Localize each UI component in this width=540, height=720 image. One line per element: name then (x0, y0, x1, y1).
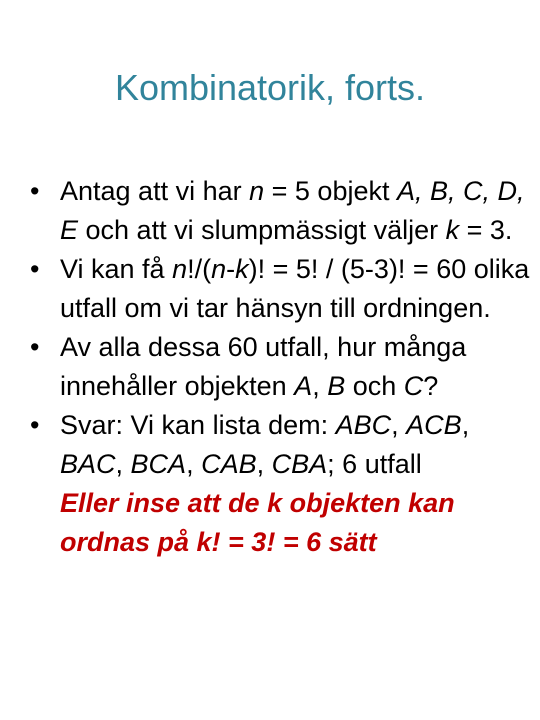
text-run: , (256, 449, 272, 479)
text-run: , (312, 371, 328, 401)
bullet-text (60, 332, 466, 401)
text-run: och (345, 371, 404, 401)
bullet-item (30, 172, 530, 250)
bullet-list (30, 172, 530, 562)
text-run: , (461, 410, 470, 440)
bullet-marker: • (30, 254, 40, 284)
text-run: Vi kan få (60, 254, 173, 284)
italic-term: CAB (201, 449, 257, 479)
text-run: Svar: Vi kan lista dem: (60, 410, 336, 440)
text-run: , (115, 449, 131, 479)
bullet-item (30, 406, 530, 562)
italic-term: A, B, C, D, E (60, 176, 525, 245)
text-run: ; 6 utfall (327, 449, 422, 479)
italic-term: BAC (60, 449, 116, 479)
italic-term: n (172, 254, 188, 284)
italic-term: ABC (335, 410, 392, 440)
bullet-text (60, 410, 469, 479)
text-run: och att vi slumpmässigt väljer (78, 215, 446, 245)
text-run: , (391, 410, 407, 440)
text-run: Antag att vi har (60, 176, 250, 206)
text-run: Av alla dessa 60 utfall, hur många innehåller objekten (60, 332, 467, 401)
italic-term: n (249, 176, 265, 206)
italic-term: n (211, 254, 227, 284)
bullet-text (60, 176, 525, 245)
text-run: = 3. (459, 215, 513, 245)
italic-term: CBA (271, 449, 328, 479)
bullet-text (60, 254, 529, 323)
italic-term: ACB (406, 410, 462, 440)
bullet-item (30, 250, 530, 328)
bullet-marker: • (30, 176, 40, 206)
text-run: = 5 objekt (264, 176, 397, 206)
text-run: ? (423, 371, 439, 401)
bullet-marker: • (30, 332, 40, 362)
text-run: - (226, 254, 236, 284)
italic-term: B (327, 371, 346, 401)
text-run: !/( (187, 254, 212, 284)
emphasis-note: Eller inse att de k objekten kan ordnas på k! = 3! = 6 sätt (60, 488, 455, 557)
text-run: , (186, 449, 202, 479)
italic-term: k (445, 215, 460, 245)
bullet-marker: • (30, 410, 40, 440)
bullet-item (30, 328, 530, 406)
italic-term: BCA (130, 449, 187, 479)
italic-term: A (294, 371, 313, 401)
italic-term: k (235, 254, 249, 284)
italic-term: C (403, 371, 424, 401)
text-run: )! = 5! / (5-3)! = 60 olika utfall om vi tar hänsyn till ordningen. (60, 254, 530, 323)
slide-title: Kombinatorik, forts. (114, 67, 426, 108)
